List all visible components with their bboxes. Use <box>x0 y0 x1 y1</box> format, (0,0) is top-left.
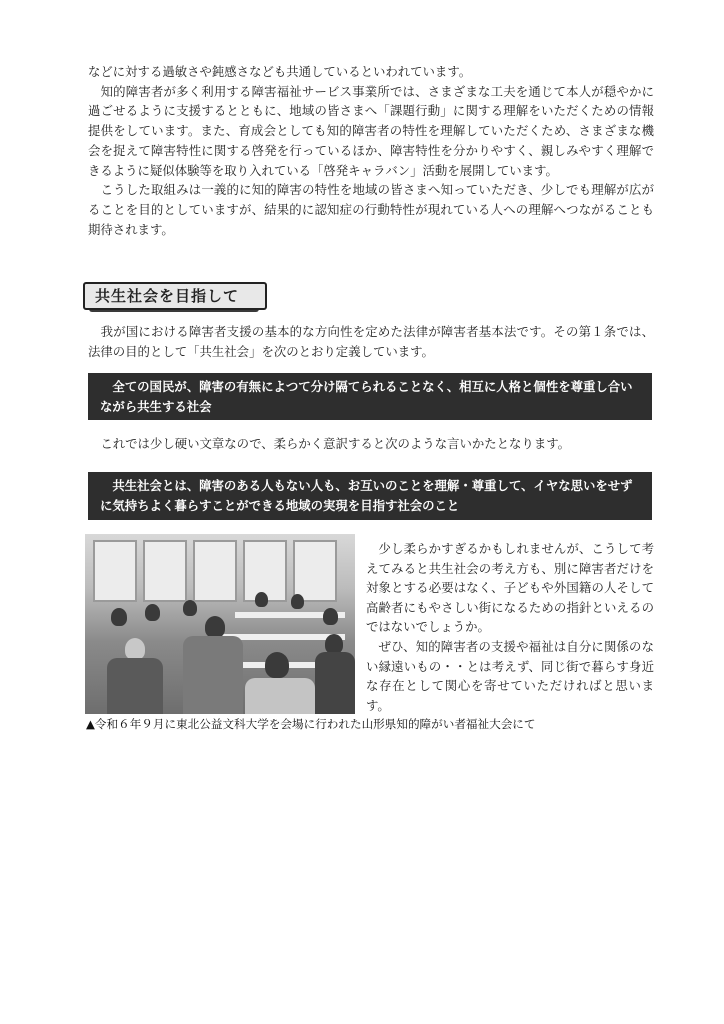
photo-caption: ▲令和６年９月に東北公益文科大学を会場に行われた山形県知的障がい者福祉大会にて <box>86 717 536 731</box>
section-heading-box <box>83 282 265 316</box>
photo-window <box>193 540 237 602</box>
photo-person <box>111 608 127 626</box>
photo-window <box>143 540 187 602</box>
photo-person <box>291 594 304 609</box>
paraphrase-intro-paragraph: これでは少し硬い文章なので、柔らかく意訳すると次のような言いかたとなります。 <box>88 436 570 451</box>
photo-person <box>255 592 268 607</box>
law-intro-paragraph: 我が国における障害者支援の基本的な方向性を定めた法律が障害者基本法です。その第１条では、法律の目的として「共生社会」を次のとおり定義しています。 <box>88 324 654 359</box>
intro-paragraph: などに対する過敏さや鈍感さなども共通しているといわれています。 知的障害者が多く利用する障害福祉サービス事業所では、さまざまな工夫を通じて本人が穏やかに過ごせるように支援するとともに、地域の皆さまへ「課題行動」に関する理解をいただくための情報提供をしています。また、育成会としても知的障害者の特性を理解していただくため、さまざまな機会を捉えて障害特性に関する啓発を行っているほか、障害特性を分かりやすく、親しみやすく理解できるように疑似体験等を取り入れている「啓発キャラバン」活動を展開しています。 こうした取組みは一義的に知的障害の特性を地域の皆さまへ知っていただき、少しでも理解が広がることを目的としていますが、結果的に認知症の行動特性が現れている人への理解へつながることも期待されます。 <box>88 64 654 237</box>
photo-person <box>183 600 197 616</box>
photo-person <box>145 604 160 621</box>
photo-person-body <box>315 652 355 714</box>
plain-definition-box: 共生社会とは、障害のある人もない人も、お互いのことを理解・尊重して、イヤな思いをせずに気持ちよく暮らすことができる地域の実現を目指す社会のこと <box>88 472 652 520</box>
photo-window <box>293 540 337 602</box>
photo-person <box>325 634 343 654</box>
photo-person-body <box>183 636 243 714</box>
photo-person <box>205 616 225 638</box>
photo-person <box>125 638 145 660</box>
photo-person <box>323 608 338 625</box>
photo-window <box>93 540 137 602</box>
side-paragraph: 少し柔らかすぎるかもしれませんが、こうして考えてみると共生社会の考え方も、別に障害者だけを対象とする必要はなく、子どもや外国籍の人そして高齢者にもやさしい街になるための指針といえるのではないでしょうか。 ぜひ、知的障害者の支援や福祉は自分に関係のない縁遠いもの・・とは考えず、同じ街で暮らす身近な存在として関心を寄せていただければと思います。 <box>366 541 654 713</box>
photo-person-body <box>107 658 163 714</box>
conference-photo <box>85 534 355 714</box>
photo-person <box>265 652 289 678</box>
definition-box: 全ての国民が、障害の有無によつて分け隔てられることなく、相互に人格と個性を尊重し合いながら共生する社会 <box>88 373 652 420</box>
section-heading: 共生社会を目指して <box>83 282 267 310</box>
photo-person-body <box>245 678 315 714</box>
